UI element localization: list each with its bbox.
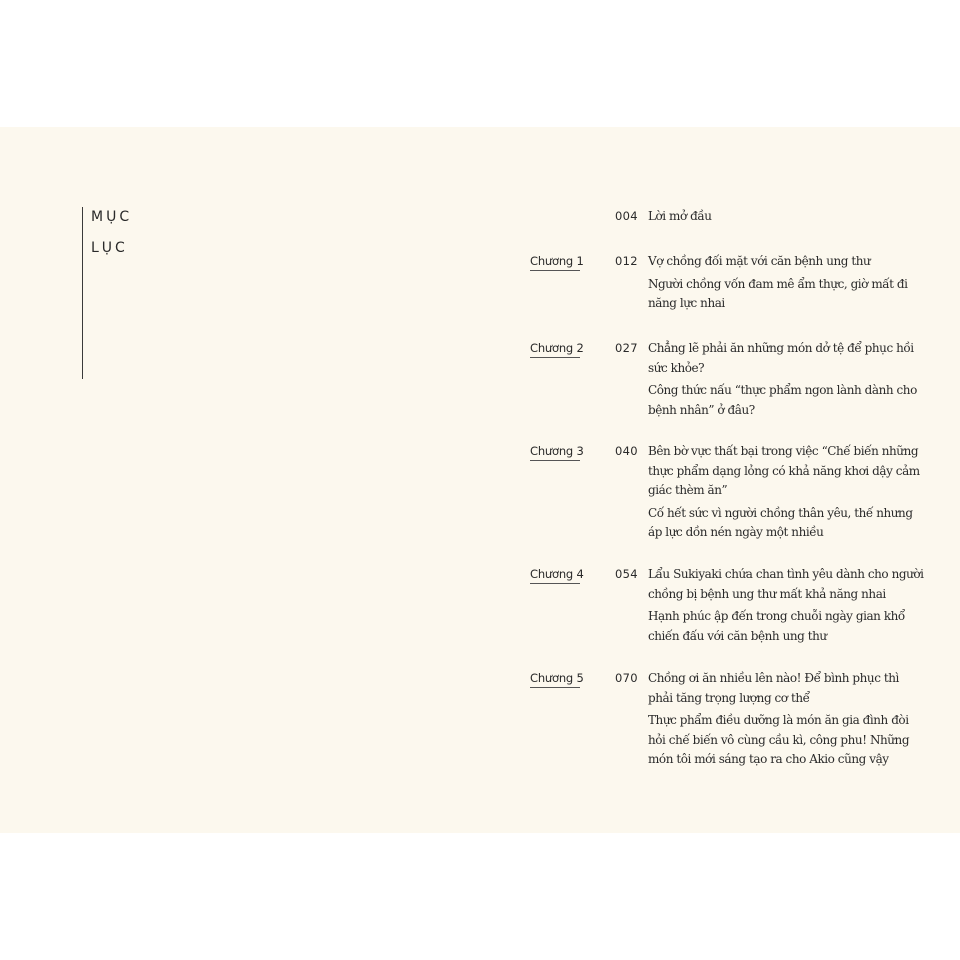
toc-entry-subtitle-line: Công thức nấu “thực phẩm ngon lành dành cho bbox=[648, 383, 917, 397]
toc-heading-line-1: MỤC bbox=[91, 209, 133, 225]
toc-entry-text bbox=[648, 669, 910, 770]
toc-entry-subtitle-line: hỏi chế biến vô cùng cầu kì, công phu! Những bbox=[648, 732, 910, 747]
toc-entry-title-line: Vợ chồng đối mặt với căn bệnh ung thư bbox=[648, 254, 871, 268]
toc-entry-subtitle-line: Cố hết sức vì người chồng thân yêu, thế nhưng bbox=[648, 505, 913, 520]
toc-chapter-label: Chương 3 bbox=[530, 444, 580, 461]
toc-page-number: 012 bbox=[615, 254, 638, 268]
toc-chapter-label: Chương 2 bbox=[530, 341, 580, 358]
toc-entry-subtitle-line: Hạnh phúc ập đến trong chuỗi ngày gian khổ bbox=[648, 609, 905, 623]
toc-entry-text bbox=[648, 252, 908, 314]
toc-entry-title-line: giác thèm ăn” bbox=[648, 483, 728, 497]
toc-entry-text bbox=[648, 207, 902, 227]
toc-chapter-label: Chương 4 bbox=[530, 567, 580, 584]
toc-entry-title-line: thực phẩm dạng lỏng có khả năng khơi dậy cảm bbox=[648, 463, 920, 478]
toc-entry-title-line: Bên bờ vực thất bại trong việc “Chế biến những bbox=[648, 444, 919, 458]
toc-page-number: 004 bbox=[615, 209, 638, 223]
toc-page-number: 040 bbox=[615, 444, 638, 458]
toc-entry-subtitle-line: áp lực dồn nén ngày một nhiều bbox=[648, 525, 824, 539]
toc-entry-text bbox=[648, 339, 917, 420]
toc-entry-subtitle-line: năng lực nhai bbox=[648, 296, 725, 310]
toc-page-number: 070 bbox=[615, 671, 638, 685]
toc-entry-title-line: Lẩu Sukiyaki chứa chan tình yêu dành cho người bbox=[648, 567, 924, 581]
toc-entry-subtitle-line: bệnh nhân” ở đâu? bbox=[648, 402, 755, 417]
toc-chapter-label: Chương 1 bbox=[530, 254, 580, 271]
toc-entry-text bbox=[648, 442, 920, 543]
toc-entry-title-line: Lời mở đầu bbox=[648, 209, 712, 223]
toc-chapter-label: Chương 5 bbox=[530, 671, 580, 688]
toc-entry-subtitle-line: món tôi mới sáng tạo ra cho Akio cũng vậy bbox=[648, 752, 889, 766]
toc-entry-subtitle-line: Thực phẩm điều dưỡng là món ăn gia đình đòi bbox=[648, 713, 909, 727]
toc-page-number: 027 bbox=[615, 341, 638, 355]
toc-entry-text bbox=[648, 565, 924, 646]
toc-entry-subtitle-line: chiến đấu với căn bệnh ung thư bbox=[648, 628, 827, 643]
toc-page-number: 054 bbox=[615, 567, 638, 581]
toc-entry-subtitle-line: Người chồng vốn đam mê ẩm thực, giờ mất đi bbox=[648, 276, 908, 291]
toc-entry-title-line: sức khỏe? bbox=[648, 360, 705, 375]
toc-entry-title-line: Chồng ơi ăn nhiều lên nào! Để bình phục thì bbox=[648, 671, 899, 685]
toc-heading bbox=[82, 207, 132, 379]
book-page bbox=[0, 127, 960, 833]
toc-entry-title-line: Chẳng lẽ phải ăn những món dở tệ để phục hồi bbox=[648, 341, 914, 355]
toc-entry-title-line: chồng bị bệnh ung thư mất khả năng nhai bbox=[648, 586, 886, 601]
toc-entry-title-line: phải tăng trọng lượng cơ thể bbox=[648, 690, 810, 705]
toc-heading-line-2: LỤC bbox=[91, 240, 128, 256]
